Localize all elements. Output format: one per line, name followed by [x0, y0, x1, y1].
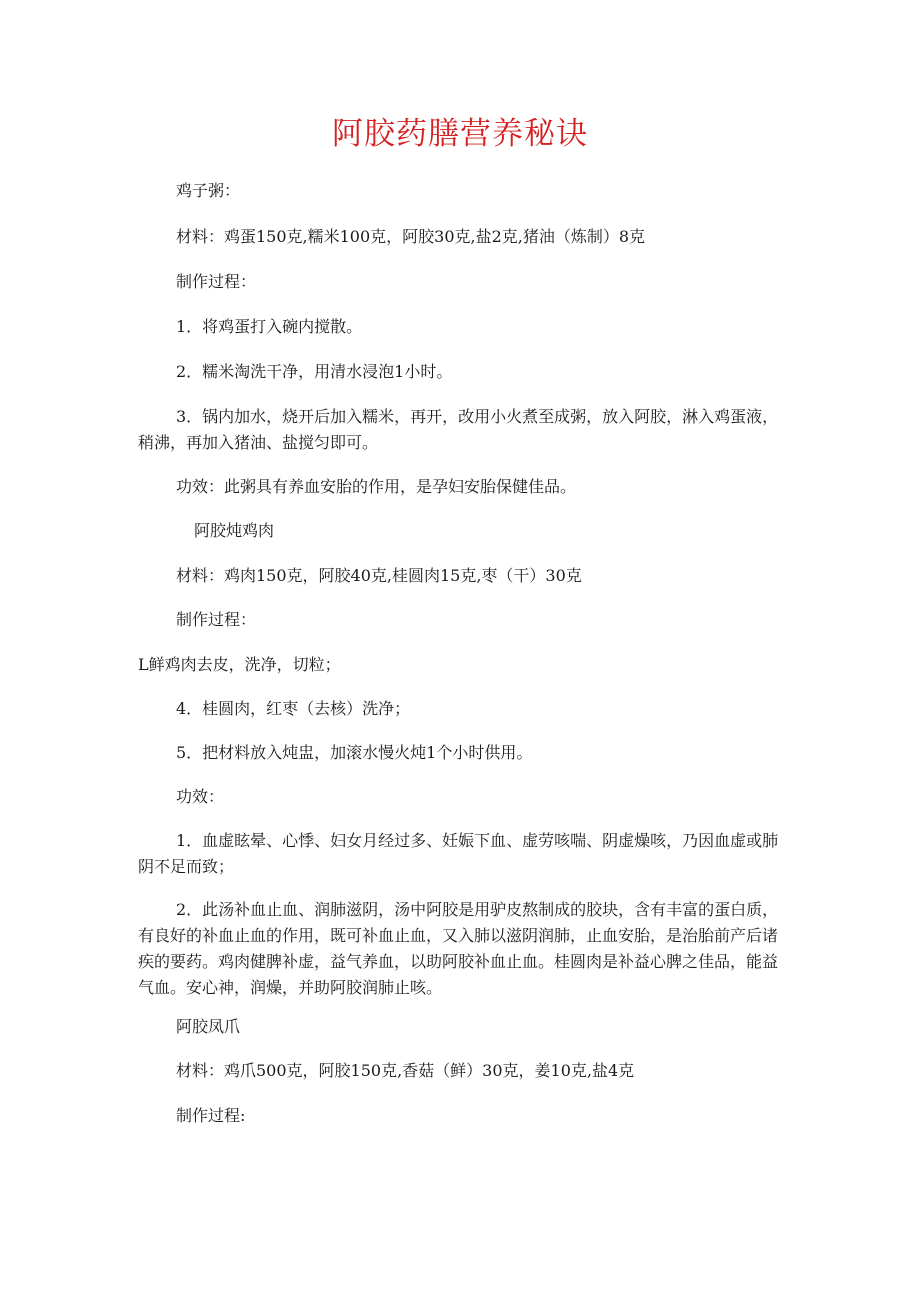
step-paragraph: 4．桂圆肉，红枣（去核）洗净；	[176, 699, 411, 718]
ingredients-paragraph: 材料：鸡蛋150克,糯米100克，阿胶30克,盐2克,猪油（炼制）8克	[176, 227, 646, 246]
process-label: 制作过程：	[176, 610, 257, 629]
step-paragraph: 1．将鸡蛋打入碗内搅散。	[176, 317, 363, 336]
step-paragraph: 2．糯米淘洗干净，用清水浸泡1小时。	[176, 362, 453, 381]
section-heading-ejiao-feet: 阿胶凤爪	[176, 1017, 241, 1036]
section-heading-ejiao-chicken: 阿胶炖鸡肉	[194, 521, 275, 540]
step-paragraph: L鲜鸡肉去皮，洗净，切粒；	[138, 655, 341, 674]
effect-paragraph: 1．血虚眩晕、心悸、妇女月经过多、妊娠下血、虚劳咳喘、阴虚燥咳，乃因血虚或肺阴不足而致；	[138, 831, 779, 876]
ingredients-paragraph: 材料：鸡肉150克，阿胶40克,桂圆肉15克,枣（干）30克	[176, 566, 582, 585]
effect-paragraph: 2．此汤补血止血、润肺滋阴，汤中阿胶是用驴皮熬制成的胶块，含有丰富的蛋白质，有良好的补血止血的作用，既可补血止血，又入肺以滋阴润肺，止血安胎，是治胎前产后诸疾的要药。鸡肉健脾补虚，益气养血，以助阿胶补血止血。桂圆肉是补益心脾之佳品，能益气血。安心神，润燥，并助阿胶润肺止咳。	[138, 900, 779, 997]
effect-label: 功效：	[176, 787, 225, 806]
process-label: 制作过程：	[176, 272, 257, 291]
step-paragraph: 5．把材料放入炖盅，加滚水慢火炖1个小时供用。	[176, 743, 533, 762]
process-label: 制作过程:	[176, 1106, 246, 1125]
ingredients-paragraph: 材料：鸡爪500克，阿胶150克,香菇（鲜）30克，姜10克,盐4克	[176, 1061, 635, 1080]
step-paragraph: 3．锅内加水，烧开后加入糯米，再开，改用小火煮至成粥，放入阿胶，淋入鸡蛋液，稍沸，再加入猪油、盐搅匀即可。	[138, 407, 779, 452]
document-title: 阿胶药膳营养秘诀	[332, 116, 588, 152]
section-heading-egg-porridge: 鸡子粥：	[176, 181, 241, 200]
effect-paragraph: 功效：此粥具有养血安胎的作用，是孕妇安胎保健佳品。	[176, 477, 577, 496]
